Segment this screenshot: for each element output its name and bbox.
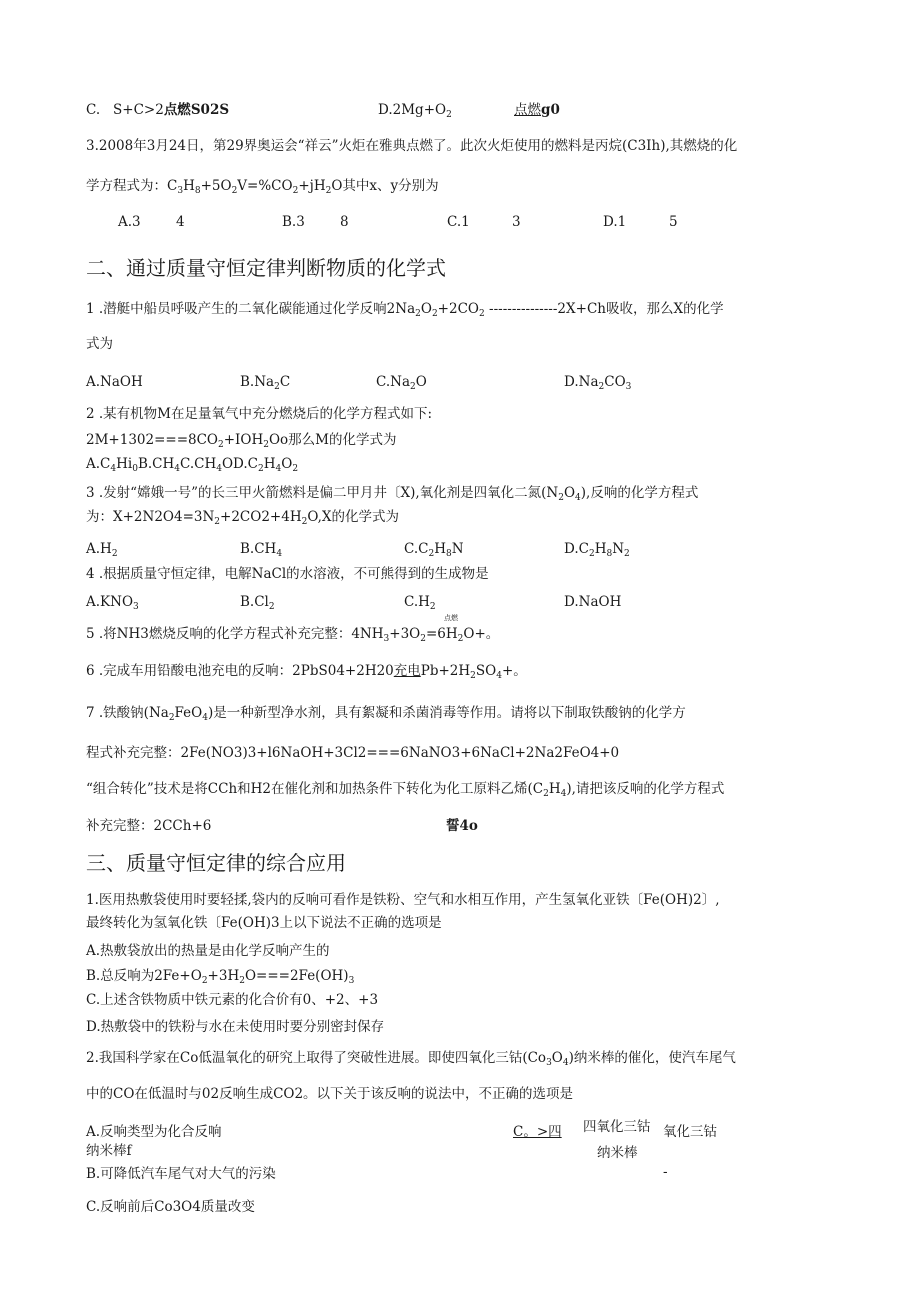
s2q1-line2: 式为: [86, 336, 113, 352]
s2q7-line1: 7 .铁酸钠$(Na_2FeO_4)$是一种新型净水剂，具有絮凝和杀菌消毒等作用。请将以下制取铁酸钠的化学方: [86, 705, 686, 723]
s3q1-option-c: C.上述含铁物质中铁元素的化合价有0、+2、+3: [86, 992, 379, 1008]
s3q2-right-nanorod: 纳米棒: [597, 1145, 638, 1161]
s3q1-line2: 最终转化为氢氧化铁〔Fe(OH)3上以下说法不正确的选项是: [86, 915, 442, 931]
s3q2-right-product: 氧化三钴: [663, 1124, 717, 1140]
s3q2-right-equation: C。>四: [513, 1124, 562, 1140]
s3q1-option-b: B.总反响为$2Fe+O_2+3H_2O===2Fe(OH)_3$: [86, 968, 355, 986]
s3q2-line2: 中的CO在低温时与02反响生成CO2。以下关于该反响的说法中，不正确的选项是: [86, 1086, 574, 1102]
s2q1-option-d: $D.Na_2CO_3$: [564, 374, 632, 392]
s3q2-option-a: A.反响类型为化合反响: [86, 1124, 222, 1140]
s2q3-option-d: $D.C_2H_8N_2$: [564, 541, 630, 559]
s2q3-line2: 为：$X+2N2O4=3N_2+2CO2+4H_2O,X$的化学式为: [86, 509, 400, 527]
s3q2-option-c: C.反响前后Co3O4质量改变: [86, 1199, 255, 1215]
q3-option-a: A.3: [118, 214, 141, 230]
q3-option-c: C.1: [447, 214, 470, 230]
s2q2-line1: 2 .某有机物M在足量氧气中充分燃烧后的化学方程式如下:: [86, 406, 433, 422]
q3-option-d-value: 5: [669, 214, 678, 230]
s2q8-line2: 补充完整：2CCh+6: [86, 818, 212, 834]
s2q1-option-a: A.NaOH: [86, 374, 143, 390]
q3-line1: 3.2008年3月24日，第29界奥运会“祥云”火炬在雅典点燃了。此次火炬使用的燃料是丙烷(C3Ih),其燃烧的化: [86, 138, 738, 154]
s2q1-option-b: $B.Na_2C$: [240, 374, 291, 392]
q3-option-c-value: 3: [512, 214, 521, 230]
s2q1-line1: 1 .潜艇中船员呼吸产生的二氧化碳能通过化学反响$2Na_2O_2+2CO_2$ ---------------2X+Ch吸收，那么X的化学: [86, 301, 724, 319]
s3q2-right-catalyst: 四氧化三钴: [583, 1119, 651, 1135]
s3q2-right-dash: -: [663, 1164, 668, 1180]
s2q5-condition: 点燃: [444, 614, 458, 622]
s3q1-option-a: A.热敷袋放出的热量是由化学反响产生的: [86, 943, 330, 959]
s2q4-option-c: $C.H_2$: [404, 594, 436, 612]
top-option-d-condition: 点燃g0: [514, 102, 560, 118]
s2q8-tail: 誓4o: [446, 818, 478, 834]
s2q6-line: 6 .完成车用铅酸电池充电的反响：2PbS04+2H20充电$Pb+2H_2SO_4+$。: [86, 663, 527, 681]
q3-option-b: B.3: [282, 214, 305, 230]
s2q1-option-c: $C.Na_2O$: [376, 374, 427, 392]
s3q2-line1: 2.我国科学家在Co低温氧化的研究上取得了突破性进展。即使四氧化三钴$(Co_3O_4)$纳米棒的催化，使汽车尾气: [86, 1050, 736, 1068]
s2q3-option-a: $A.H_2$: [86, 541, 118, 559]
q3-option-d: D.1: [603, 214, 627, 230]
s2q4-option-b: $B.Cl_2$: [240, 594, 275, 612]
top-option-d: $D.2Mg+O_2$: [378, 102, 452, 120]
s2q3-option-b: $B.CH_4$: [240, 541, 283, 559]
s2q3-option-c: $C.C_2H_8N$: [404, 541, 464, 559]
s2q3-line1: 3 .发射“嫦娥一号”的长三甲火箭燃料是偏二甲月井〔X),氧化剂是四氧化二氮$(N_2O_4)$,反响的化学方程式: [86, 485, 699, 503]
q3-option-a-value: 4: [176, 214, 185, 230]
q3-line2: 学方程式为：$C_3H_8+5O_2V=\%CO_2+jH_2O$其中x、y分别为: [86, 178, 439, 196]
q3-option-b-value: 8: [340, 214, 349, 230]
s3q2-option-a-note: 纳米棒f: [86, 1143, 132, 1159]
s2q4-option-a: $A.KNO_3$: [86, 594, 139, 612]
s3q1-option-d: D.热敷袋中的铁粉与水在未使用时要分别密封保存: [86, 1019, 385, 1035]
s2q5-line: 5 .将NH3燃烧反响的化学方程式补充完整：$4NH_3+3O_2=6H_2O+$。: [86, 626, 500, 644]
section3-heading: 三、质量守恒定律的综合应用: [86, 851, 346, 875]
s2q8-line1: “组合转化”技术是将CCh和H2在催化剂和加热条件下转化为化工原料乙烯$(C_2H_4)$,请把该反响的化学方程式: [86, 781, 725, 799]
s2q2-options: $A.C_4Hi_0B.CH_4C.CH_4OD.C_2H_4O_2$: [86, 456, 299, 474]
s2q4-option-d: D.NaOH: [564, 594, 622, 610]
s2q2-line2: $2M+1302===8CO_2+IOH_2Oo$那么M的化学式为: [86, 432, 397, 450]
s2q7-line2: 程式补充完整：2Fe(NO3)3+l6NaOH+3Cl2===6NaNO3+6NaCl+2Na2FeO4+0: [86, 745, 620, 761]
s2q4-line1: 4 .根据质量守恒定律，电解NaCl的水溶液，不可熊得到的生成物是: [86, 566, 489, 582]
top-option-c: C. S+C>2点燃S02S: [86, 102, 230, 118]
s3q1-line1: 1.医用热敷袋使用时要轻揉,袋内的反响可看作是铁粉、空气和水相互作用，产生氢氧化亚铁〔Fe(OH)2〕,: [86, 892, 720, 908]
section2-heading: 二、通过质量守恒定律判断物质的化学式: [86, 256, 446, 280]
s3q2-option-b: B.可降低汽车尾气对大气的污染: [86, 1166, 276, 1182]
